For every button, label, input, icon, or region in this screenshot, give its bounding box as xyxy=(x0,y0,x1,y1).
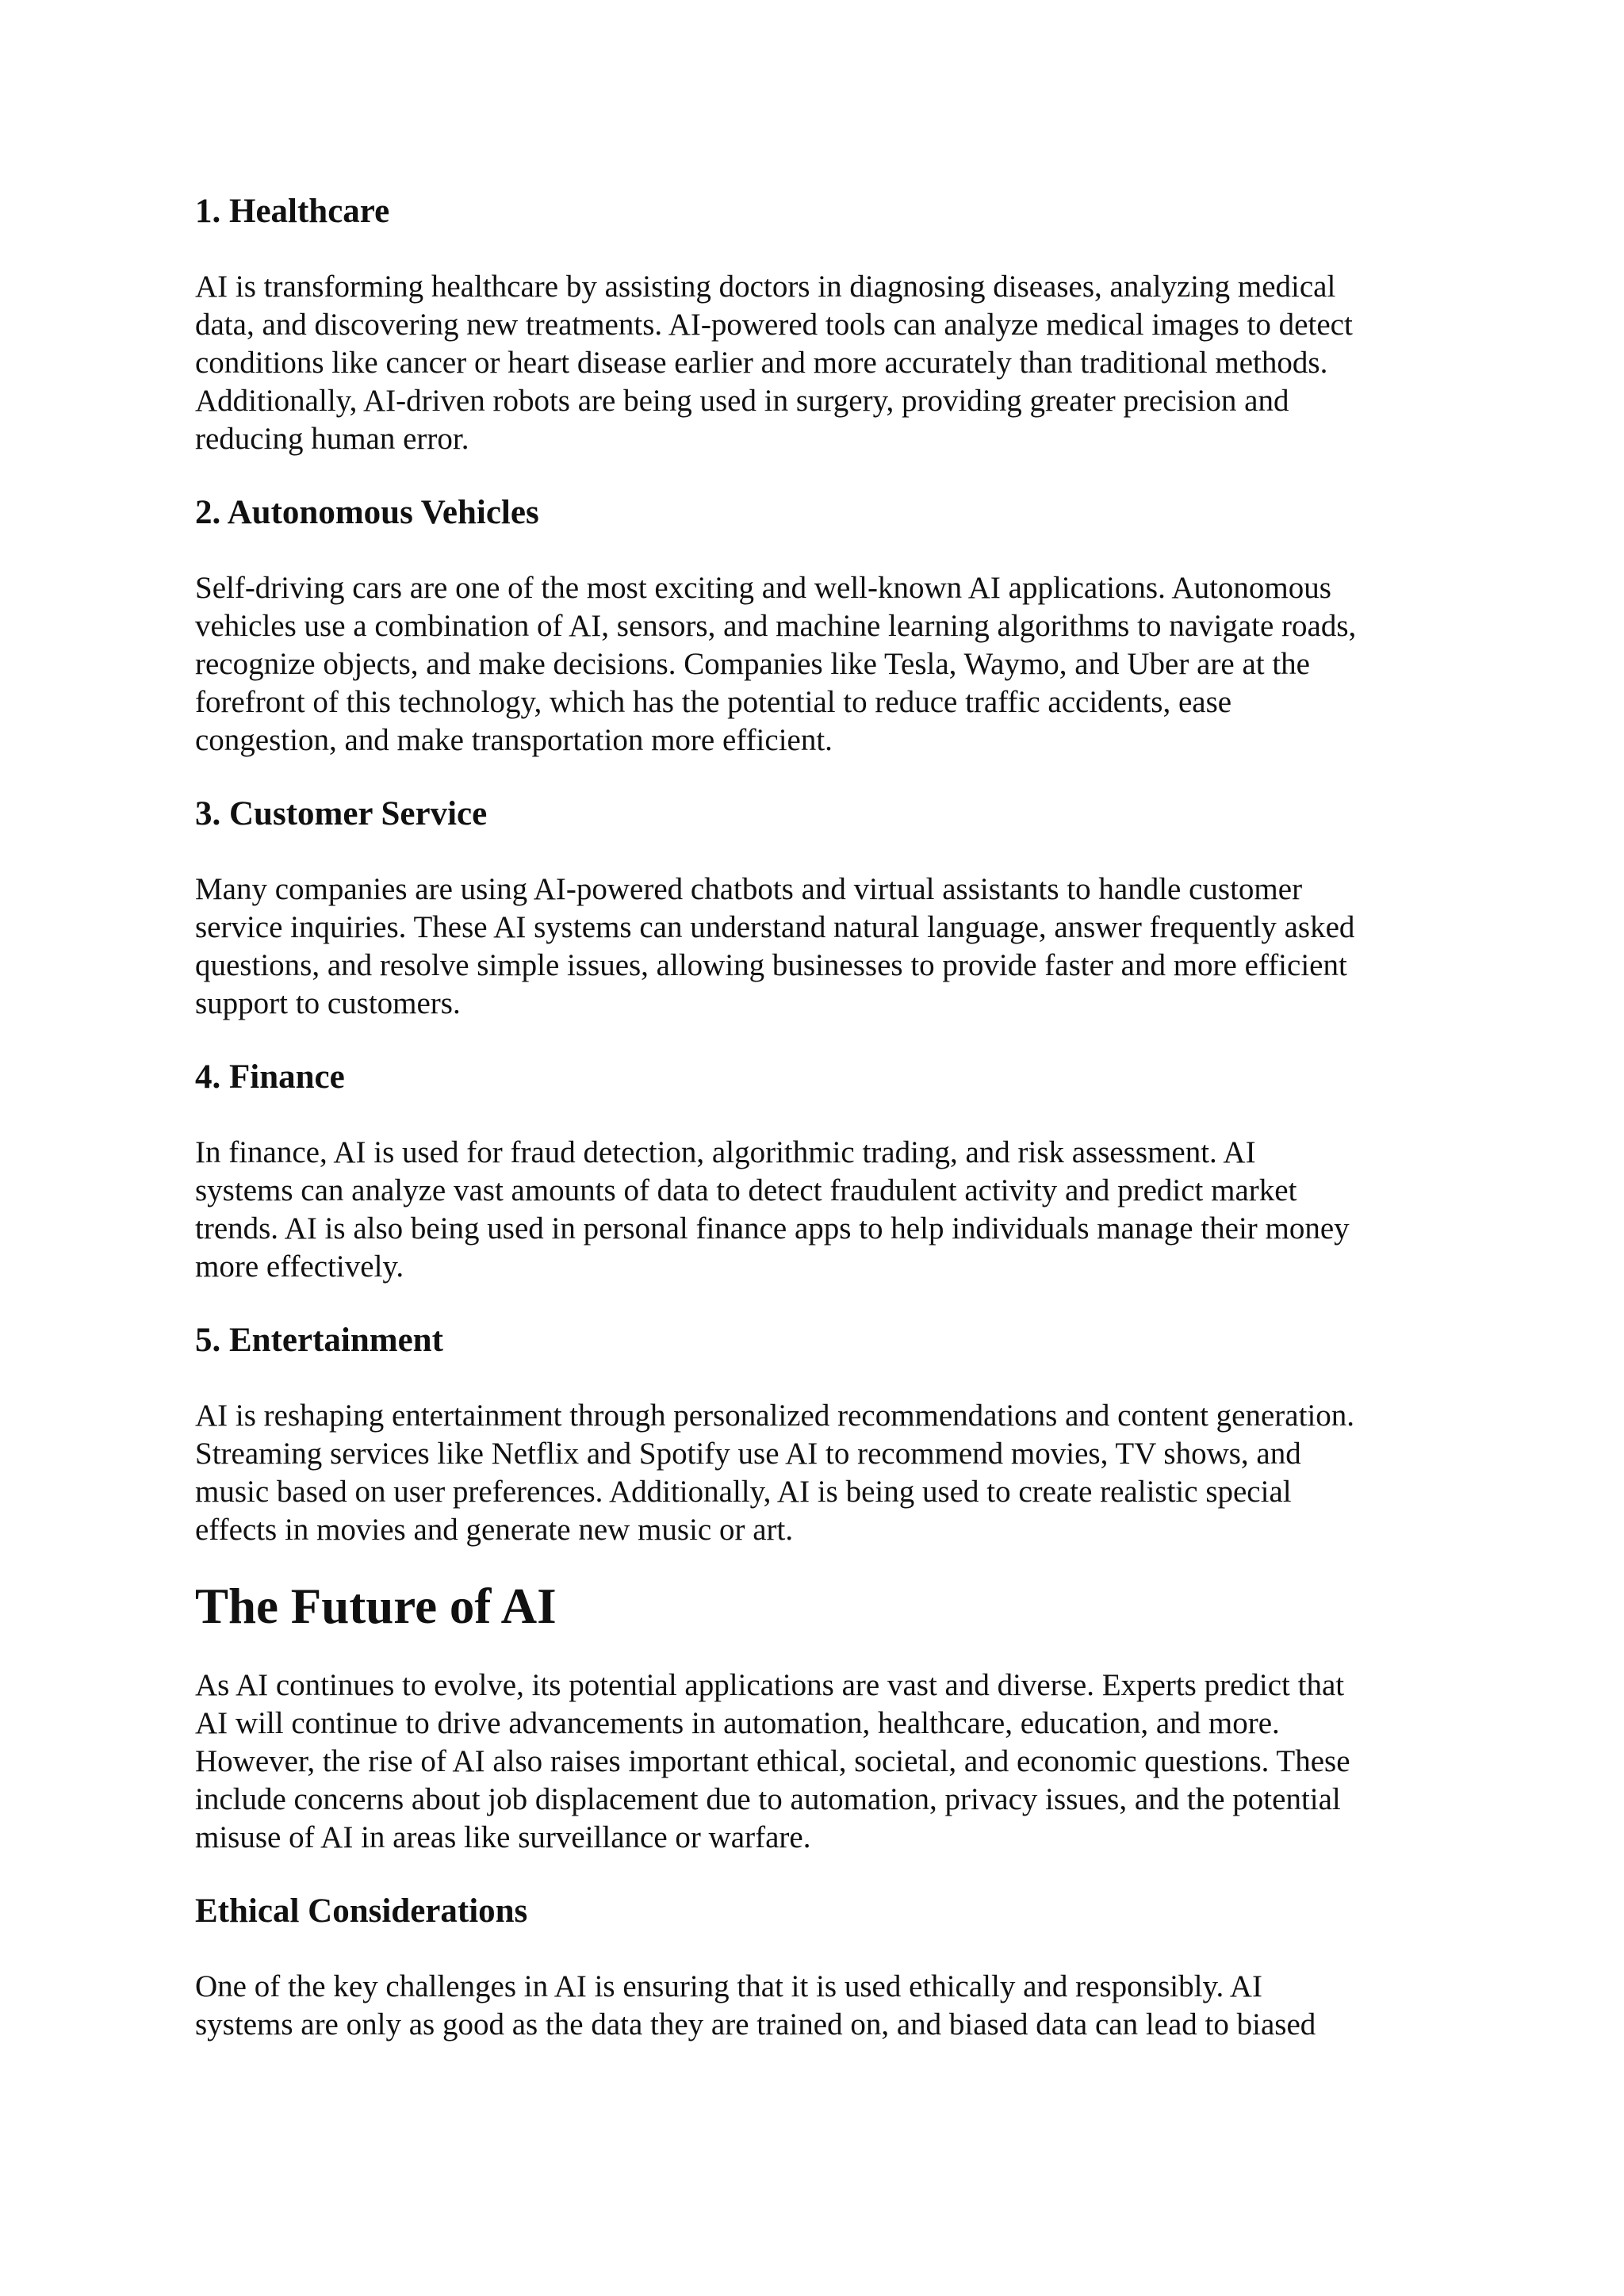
paragraph-future-of-ai xyxy=(195,1667,1448,1857)
paragraph-line: trends. AI is also being used in personal finance apps to help individuals manage their money xyxy=(195,1211,1350,1246)
paragraph-line: AI will continue to drive advancements in automation, healthcare, education, and more. xyxy=(195,1706,1280,1740)
paragraph-line: vehicles use a combination of AI, sensors, and machine learning algorithms to navigate roads, xyxy=(195,609,1357,643)
paragraph-line: Self-driving cars are one of the most exciting and well-known AI applications. Autonomous xyxy=(195,571,1331,605)
section-heading-healthcare: 1. Healthcare xyxy=(195,193,390,230)
section-paragraph-healthcare xyxy=(195,268,1448,458)
paragraph-line: support to customers. xyxy=(195,986,461,1020)
paragraph-line: Many companies are using AI-powered chatbots and virtual assistants to handle customer xyxy=(195,872,1303,906)
paragraph-line: forefront of this technology, which has the potential to reduce traffic accidents, ease xyxy=(195,685,1232,719)
section-heading-autonomous-vehicles: 2. Autonomous Vehicles xyxy=(195,494,539,531)
paragraph-line: recognize objects, and make decisions. Companies like Tesla, Waymo, and Uber are at the xyxy=(195,647,1310,681)
paragraph-line: In finance, AI is used for fraud detection, algorithmic trading, and risk assessment. AI xyxy=(195,1135,1256,1169)
section-heading-customer-service: 3. Customer Service xyxy=(195,795,488,832)
paragraph-line: AI is transforming healthcare by assisting doctors in diagnosing diseases, analyzing medical xyxy=(195,270,1336,304)
paragraph-line: conditions like cancer or heart disease earlier and more accurately than traditional methods. xyxy=(195,346,1328,380)
document-content xyxy=(195,190,1448,2044)
paragraph-line: As AI continues to evolve, its potential applications are vast and diverse. Experts predict that xyxy=(195,1668,1345,1702)
paragraph-line: misuse of AI in areas like surveillance or warfare. xyxy=(195,1820,811,1854)
section-heading-entertainment: 5. Entertainment xyxy=(195,1322,443,1359)
paragraph-line: questions, and resolve simple issues, allowing businesses to provide faster and more efficient xyxy=(195,948,1347,982)
section-heading-ethical-considerations: Ethical Considerations xyxy=(195,1892,528,1930)
paragraph-line: AI is reshaping entertainment through personalized recommendations and content generation. xyxy=(195,1399,1355,1433)
paragraph-line: service inquiries. These AI systems can understand natural language, answer frequently asked xyxy=(195,910,1355,944)
paragraph-line: congestion, and make transportation more efficient. xyxy=(195,723,833,757)
section-heading-finance: 4. Finance xyxy=(195,1058,345,1096)
paragraph-line: include concerns about job displacement due to automation, privacy issues, and the potential xyxy=(195,1782,1341,1816)
paragraph-line: systems are only as good as the data they are trained on, and biased data can lead to biased xyxy=(195,2007,1316,2042)
section-paragraph-entertainment xyxy=(195,1397,1448,1549)
paragraph-ethical-considerations xyxy=(195,1968,1448,2044)
paragraph-line: effects in movies and generate new music or art. xyxy=(195,1513,794,1547)
heading-future-of-ai: The Future of AI xyxy=(195,1578,557,1634)
section-paragraph-customer-service xyxy=(195,871,1448,1023)
section-paragraph-finance xyxy=(195,1134,1448,1286)
paragraph-line: However, the rise of AI also raises important ethical, societal, and economic questions. These xyxy=(195,1744,1350,1778)
paragraph-line: reducing human error. xyxy=(195,422,469,456)
paragraph-line: One of the key challenges in AI is ensuring that it is used ethically and responsibly. AI xyxy=(195,1969,1262,2003)
paragraph-line: Additionally, AI-driven robots are being used in surgery, providing greater precision and xyxy=(195,384,1289,418)
paragraph-line: data, and discovering new treatments. AI-powered tools can analyze medical images to detect xyxy=(195,308,1353,342)
paragraph-line: more effectively. xyxy=(195,1249,404,1284)
paragraph-line: systems can analyze vast amounts of data to detect fraudulent activity and predict market xyxy=(195,1173,1297,1207)
paragraph-line: Streaming services like Netflix and Spotify use AI to recommend movies, TV shows, and xyxy=(195,1437,1301,1471)
paragraph-line: music based on user preferences. Additionally, AI is being used to create realistic special xyxy=(195,1475,1292,1509)
section-paragraph-autonomous-vehicles xyxy=(195,569,1448,760)
